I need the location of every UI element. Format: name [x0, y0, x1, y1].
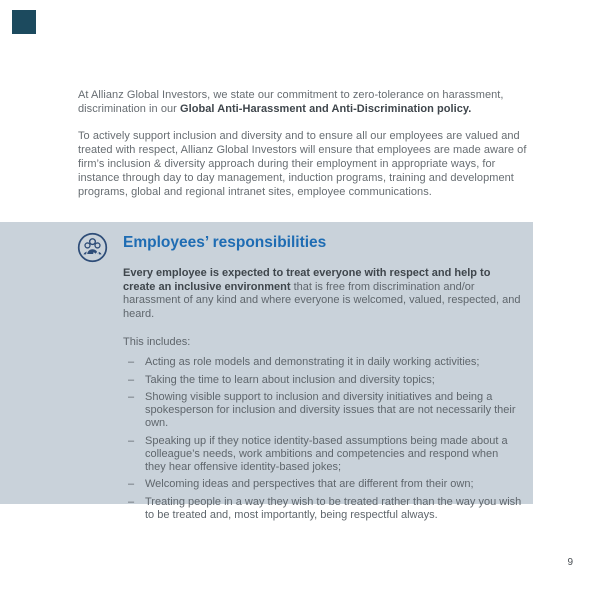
bullet-dash: – — [128, 495, 135, 508]
bullet-dash: – — [128, 391, 135, 403]
bullet-dash: – — [128, 478, 135, 490]
list-item — [128, 435, 522, 474]
bullet-dash: – — [128, 356, 135, 368]
intro-paragraph-2: To actively support inclusion and diversity and to ensure all our employees are valued and treated with respect, Allianz Global Investors will ensure that employees are made aware of firm’s inclusion & diversity approach during their employment in appropriate ways, for instance through day to day management, induction programs, training and development programs, global and regional intranet sites, employee communications. — [78, 130, 527, 198]
people-group-check-icon — [77, 232, 108, 263]
list-item — [128, 496, 522, 522]
list-item — [128, 478, 522, 491]
intro-paragraph-1 — [78, 88, 528, 116]
list-item-text: Showing visible support to inclusion and diversity initiatives and being a spokesperson for inclusion and diversity issues that are not necessarily their own. — [145, 391, 516, 429]
list-item-text: Welcoming ideas and perspectives that are different from their own; — [145, 478, 474, 490]
panel-heading: Employees’ responsibilities — [123, 234, 327, 251]
panel-lead-bold: Every employee is expected to treat everyone with respect and help to create an inclusive environment — [123, 267, 491, 293]
list-item — [128, 356, 522, 369]
list-item-text: Speaking up if they notice identity-based assumptions being made about a colleague’s needs, work ambitions and competencies and respond when they hear offensive identity-based jokes; — [145, 434, 508, 473]
page-corner-mark — [12, 10, 36, 34]
page-number: 9 — [567, 557, 573, 568]
list-item — [128, 391, 522, 430]
list-item-text: Acting as role models and demonstrating it in daily working activities; — [145, 356, 480, 368]
bullet-dash: – — [128, 373, 135, 386]
panel-lead-regular: that is free from discrimination and/or harassment of any kind and where everyone is welcomed, valued, respected, and heard. — [123, 280, 521, 320]
panel-content — [123, 234, 522, 526]
list-item-text: Taking the time to learn about inclusion and diversity topics; — [145, 373, 435, 386]
responsibilities-panel — [0, 222, 533, 521]
intro-paragraph-1-text: At Allianz Global Investors, we state our commitment to zero-tolerance on harassment, discrimination in our — [78, 89, 504, 115]
responsibilities-list — [123, 356, 522, 522]
policy-name-bold: Global Anti-Harassment and Anti-Discrimination policy. — [179, 103, 472, 115]
bullet-dash: – — [128, 434, 135, 447]
panel-lead-paragraph — [123, 267, 522, 321]
list-item-text: Treating people in a way they wish to be treated rather than the way you wish to be treated and, most importantly, being respectful always. — [145, 495, 522, 521]
list-intro: This includes: — [123, 336, 191, 348]
list-item — [128, 374, 522, 387]
intro-section — [78, 88, 528, 199]
